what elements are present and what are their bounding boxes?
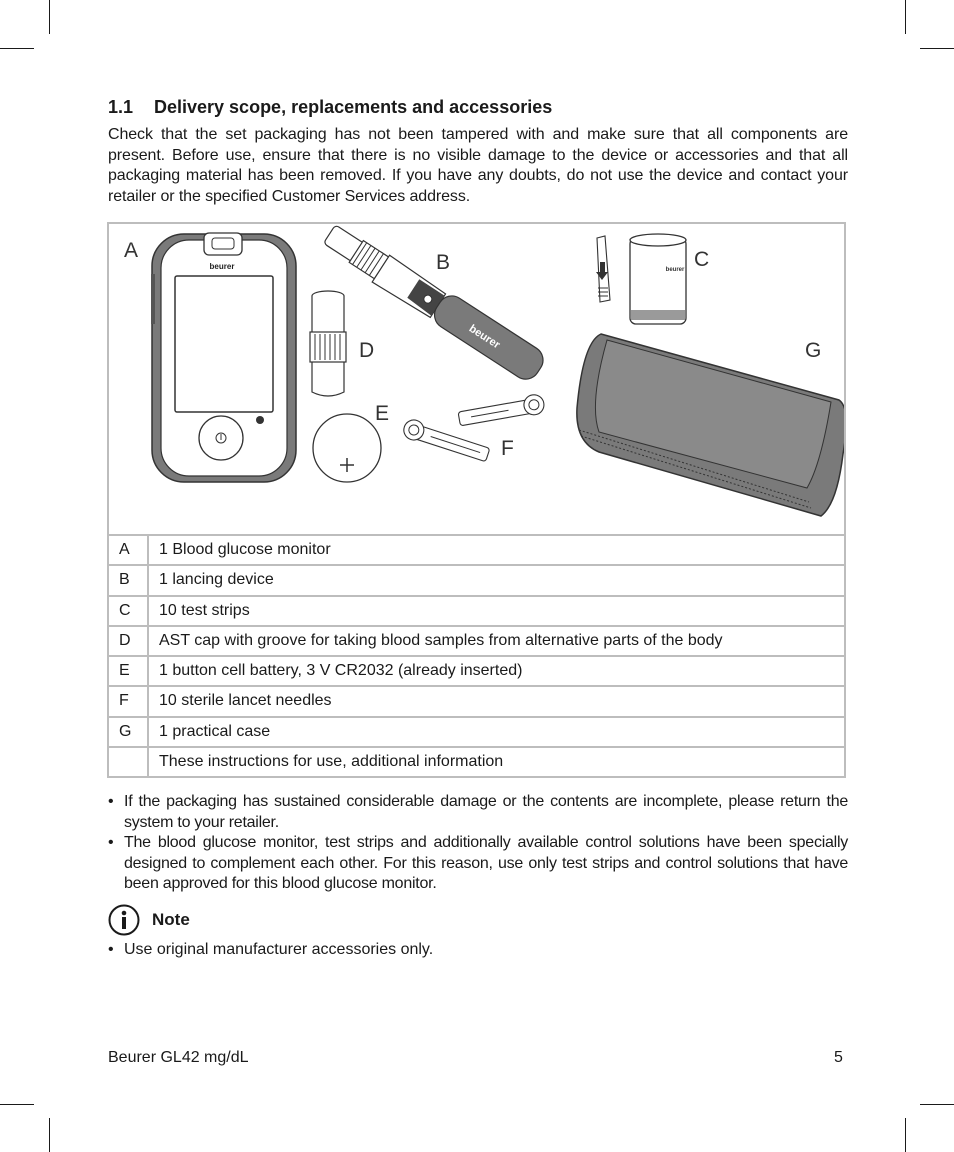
row-description: 1 Blood glucose monitor (159, 541, 331, 558)
label-d: D (359, 339, 375, 362)
lancing-device-drawing (320, 224, 548, 384)
crop-mark (49, 1118, 50, 1152)
row-description: 1 button cell battery, 3 V CR2032 (already inserted) (159, 662, 523, 679)
label-c: C (694, 248, 710, 271)
lancing-brand-label: beurer (466, 322, 502, 352)
note-heading (108, 903, 190, 937)
row-description: AST cap with groove for taking blood samples from alternative parts of the body (159, 631, 723, 649)
glucose-monitor-drawing (151, 233, 296, 482)
table-row (109, 564, 844, 594)
row-letter: E (109, 657, 149, 685)
row-letter: G (109, 718, 149, 746)
row-description: 1 practical case (159, 722, 271, 740)
label-b: B (436, 251, 451, 274)
crop-mark (0, 1104, 34, 1105)
table-row (109, 595, 844, 625)
crop-mark (920, 1104, 954, 1105)
note-label: Note (152, 910, 190, 929)
label-a: A (124, 239, 139, 262)
crop-mark (905, 1118, 906, 1152)
battery-drawing (313, 414, 381, 482)
label-f: F (501, 437, 514, 460)
row-letter: B (109, 566, 149, 594)
section-title-text: Delivery scope, replacements and accessories (154, 97, 553, 117)
label-g: G (805, 339, 822, 362)
components-illustration (109, 224, 844, 534)
section-number: 1.1 (108, 97, 134, 117)
row-letter: A (109, 536, 149, 564)
scope-table (109, 534, 844, 776)
section-title (108, 97, 552, 118)
crop-mark (0, 48, 34, 49)
table-row (109, 685, 844, 715)
test-strips-drawing (596, 234, 686, 324)
bullet-item: • The blood glucose monitor, test strips and additionally available control solutions have been specially designed to complement each other. For this reason, use only test strips and control solutions that have been approved for this blood glucose monitor. (108, 833, 848, 895)
row-letter (109, 748, 149, 776)
crop-mark (920, 48, 954, 49)
monitor-brand-label: beurer (209, 262, 235, 271)
row-letter: F (109, 687, 149, 715)
table-row (109, 746, 844, 776)
info-icon (108, 904, 140, 936)
delivery-scope-figure (107, 222, 846, 778)
bullet-item: • If the packaging has sustained considerable damage or the contents are incomplete, please return the system to your retailer. (108, 792, 848, 833)
note-item: • Use original manufacturer accessories only. (108, 940, 848, 961)
crop-mark (905, 0, 906, 34)
crop-mark (49, 0, 50, 34)
row-description: 1 lancing device (159, 571, 274, 589)
footer-product: Beurer GL42 mg/dL (108, 1049, 249, 1066)
ast-cap-drawing (310, 291, 346, 396)
lancets-drawing (401, 393, 545, 463)
table-row (109, 716, 844, 746)
strips-brand-label: beurer (665, 267, 685, 273)
row-description: These instructions for use, additional information (159, 752, 504, 770)
row-description: 10 sterile lancet needles (159, 692, 332, 710)
label-e: E (375, 402, 390, 425)
table-row (109, 534, 844, 564)
note-list (108, 940, 848, 961)
warning-bullets (108, 792, 848, 895)
row-letter: C (109, 597, 149, 625)
table-row (109, 655, 844, 685)
carry-case-drawing (577, 334, 844, 516)
intro-paragraph: Check that the set packaging has not been tampered with and make sure that all components are present. Before use, ensure that there is no visible damage to the device or accessories and that all packaging material has been removed. If you have any doubts, do not use the device and contact your retailer or the specified Customer Services address. (108, 126, 848, 205)
table-row (109, 625, 844, 655)
row-letter: D (109, 627, 149, 655)
row-description: 10 test strips (159, 601, 250, 619)
page-number: 5 (834, 1049, 843, 1066)
